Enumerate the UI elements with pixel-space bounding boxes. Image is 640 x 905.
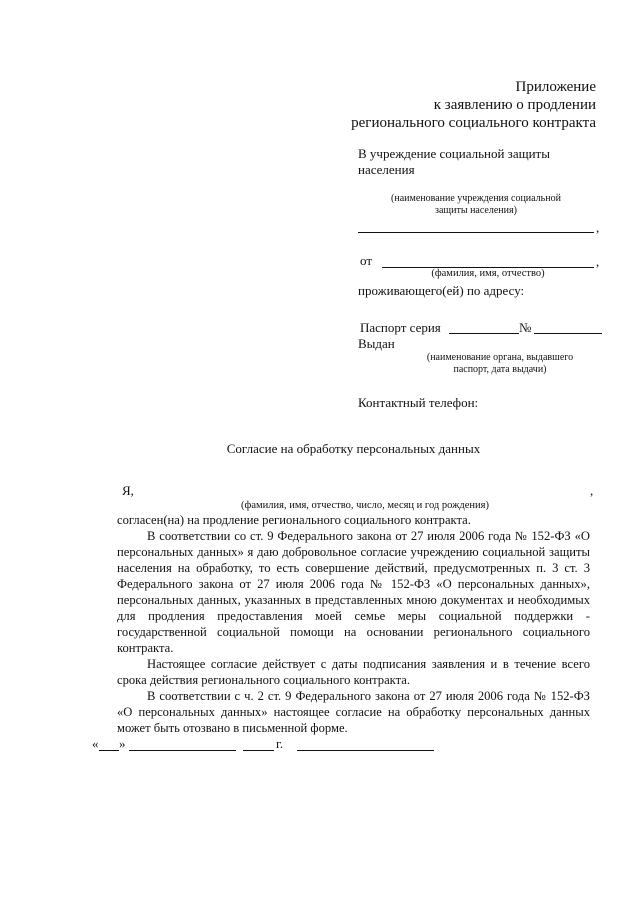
passport-series-label: Паспорт серия	[360, 320, 441, 335]
consent-paragraph-3: В соответствии с ч. 2 ст. 9 Федерального закона от 27 июля 2006 года № 152-ФЗ «О персональных данных» настоящее согласие на обработку персональных данных может быть отозвано в письменной форме.	[117, 689, 590, 735]
address-label: проживающего(ей) по адресу:	[358, 283, 525, 298]
ya-label: Я,	[122, 483, 134, 498]
passport-number-label: №	[519, 320, 532, 335]
institution-hint-2: защиты населения)	[435, 205, 517, 216]
consent-paragraph-0: согласен(на) на продление регионального социального контракта.	[117, 513, 471, 527]
consent-comma: ,	[590, 483, 594, 498]
date-day-field[interactable]	[99, 750, 119, 751]
fio-hint: (фамилия, имя, отчество, число, месяц и год рождения)	[241, 500, 489, 511]
date-month-field[interactable]	[129, 750, 236, 751]
name-hint: (фамилия, имя, отчество)	[431, 268, 545, 279]
document-title: Согласие на обработку персональных данных	[226, 441, 481, 456]
issued-label: Выдан	[358, 336, 395, 351]
issued-hint-2: паспорт, дата выдачи)	[453, 364, 547, 375]
comma-1: ,	[596, 220, 600, 235]
consent-body	[117, 512, 590, 736]
year-suffix: г.	[276, 736, 284, 751]
passport-series-field[interactable]	[449, 333, 519, 334]
phone-label: Контактный телефон:	[358, 395, 479, 410]
consent-paragraph-2: Настоящее согласие действует с даты подписания заявления и в течение всего срока действия регионального социального контракта.	[117, 657, 590, 687]
institution-field-line[interactable]	[358, 232, 594, 233]
addressee-line-1: В учреждение социальной защиты	[358, 146, 550, 161]
date-quote-open: «	[92, 736, 99, 751]
comma-2: ,	[596, 254, 600, 269]
appendix-title: Приложение	[515, 79, 596, 95]
signature-field[interactable]	[297, 750, 434, 751]
institution-hint-1: (наименование учреждения социальной	[391, 193, 561, 204]
appendix-subtitle: к заявлению о продлении	[433, 97, 596, 113]
addressee-line-2: населения	[358, 162, 415, 177]
appendix-subtitle-2: регионального социального контракта	[351, 115, 596, 131]
date-year-field[interactable]	[243, 750, 274, 751]
from-label: от	[360, 253, 373, 268]
date-quote-close: »	[119, 736, 126, 751]
passport-number-field[interactable]	[534, 333, 602, 334]
issued-hint-1: (наименование органа, выдавшего	[426, 352, 574, 363]
consent-paragraph-1: В соответствии со ст. 9 Федерального закона от 27 июля 2006 года № 152-ФЗ «О персональных данных» я даю добровольное согласие учреждению социальной защиты населения на обработку, то есть совершение действий, предусмотренных п. 3 ст. 3 Федерального закона от 27 июля 2006 года № 152-ФЗ «О персональных данных», персональных данных, указанных в представленных мною документах и необходимых для продления предоставления моей семье меры социальной поддержки - государственной социальной помощи на основании регионального социального контракта.	[117, 529, 590, 655]
